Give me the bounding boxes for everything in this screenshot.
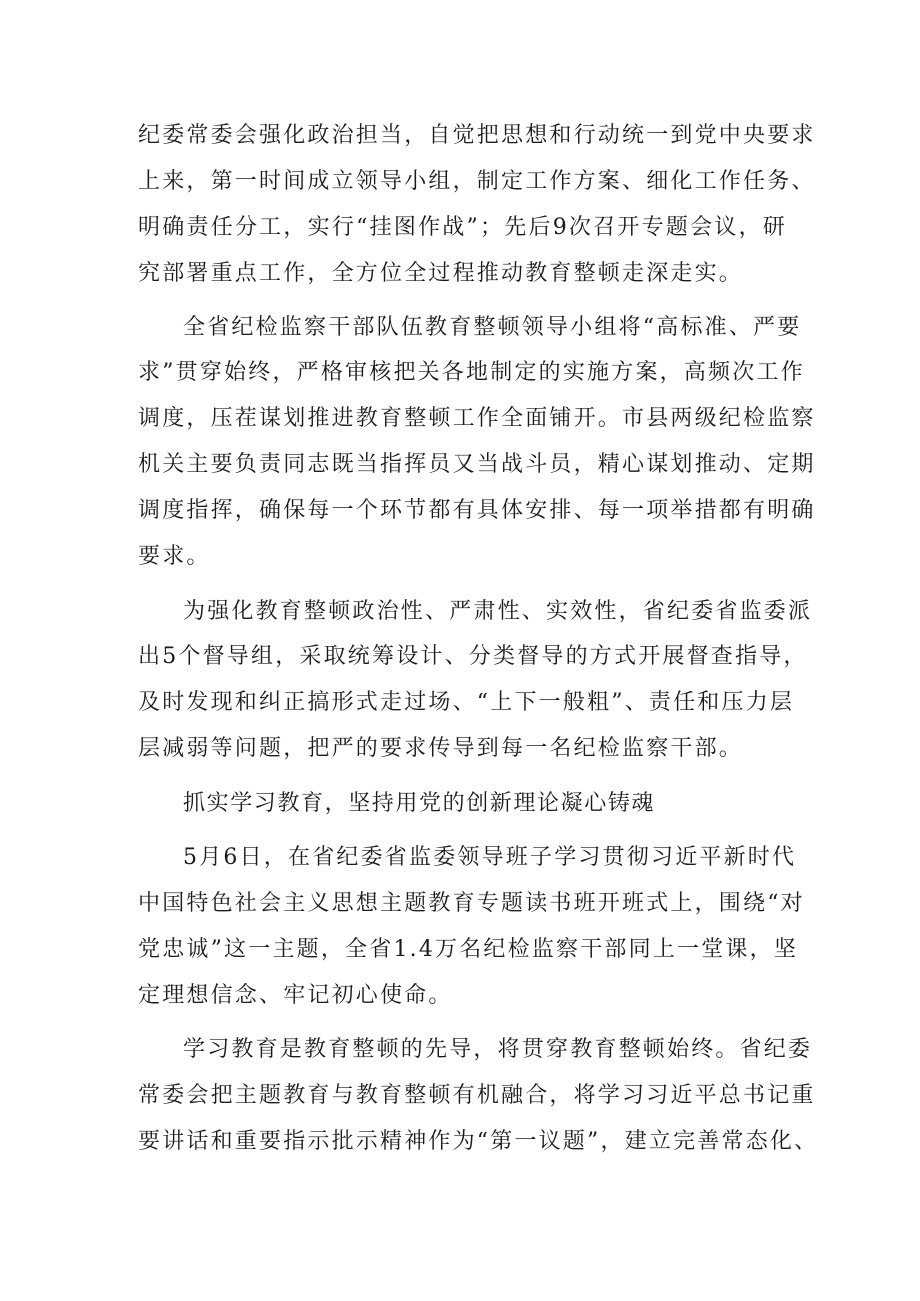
text-line: 5月6日，在省纪委省监委领导班子学习贯彻习近平新时代	[183, 845, 797, 870]
text-line: 要讲话和重要指示批示精神作为“第一议题”，建立完善常态化、	[138, 1129, 819, 1154]
text-line: 调度，压茬谋划推进教育整顿工作全面铺开。市县两级纪检监察	[138, 406, 816, 431]
text-line: 为强化教育整顿政治性、严肃性、实效性，省纪委省监委派	[183, 599, 813, 624]
text-line: 党忠诚”这一主题，全省1.4万名纪检监察干部同上一堂课，坚	[138, 937, 799, 962]
text-line: 调度指挥，确保每一个环节都有具体安排、每一项举措都有明确	[138, 498, 816, 523]
text-line: 学习教育是教育整顿的先导，将贯穿教育整顿始终。省纪委	[183, 1037, 813, 1062]
text-line: 层减弱等问题，把严的要求传导到每一名纪检监察干部。	[138, 736, 744, 761]
text-line: 上来，第一时间成立领导小组，制定工作方案、细化工作任务、	[138, 169, 816, 194]
text-line: 全省纪检监察干部队伍教育整顿领导小组将“高标准、严要	[183, 315, 802, 340]
text-line: 求”贯穿始终，严格审核把关各地制定的实施方案，高频次工作	[138, 360, 805, 385]
text-line: 出5个督导组，采取统筹设计、分类督导的方式开展督查指导，	[138, 644, 808, 669]
text-line: 机关主要负责同志既当指挥员又当战斗员，精心谋划推动、定期	[138, 452, 816, 477]
text-line: 定理想信念、牢记初心使命。	[138, 983, 453, 1008]
text-line: 明确责任分工，实行“挂图作战”；先后9次召开专题会议，研	[138, 215, 787, 240]
text-line: 常委会把主题教育与教育整顿有机融合，将学习习近平总书记重	[138, 1083, 816, 1108]
text-line: 要求。	[138, 544, 211, 569]
section-heading: 抓实学习教育，坚持用党的创新理论凝心铸魂	[183, 791, 656, 816]
text-line: 中国特色社会主义思想主题教育专题读书班开班式上，围绕“对	[138, 891, 805, 916]
text-line: 纪委常委会强化政治担当，自觉把思想和行动统一到党中央要求	[138, 123, 816, 148]
text-line: 及时发现和纠正搞形式走过场、“上下一般粗”、责任和压力层	[138, 690, 795, 715]
text-line: 究部署重点工作，全方位全过程推动教育整顿走深走实。	[138, 261, 744, 286]
